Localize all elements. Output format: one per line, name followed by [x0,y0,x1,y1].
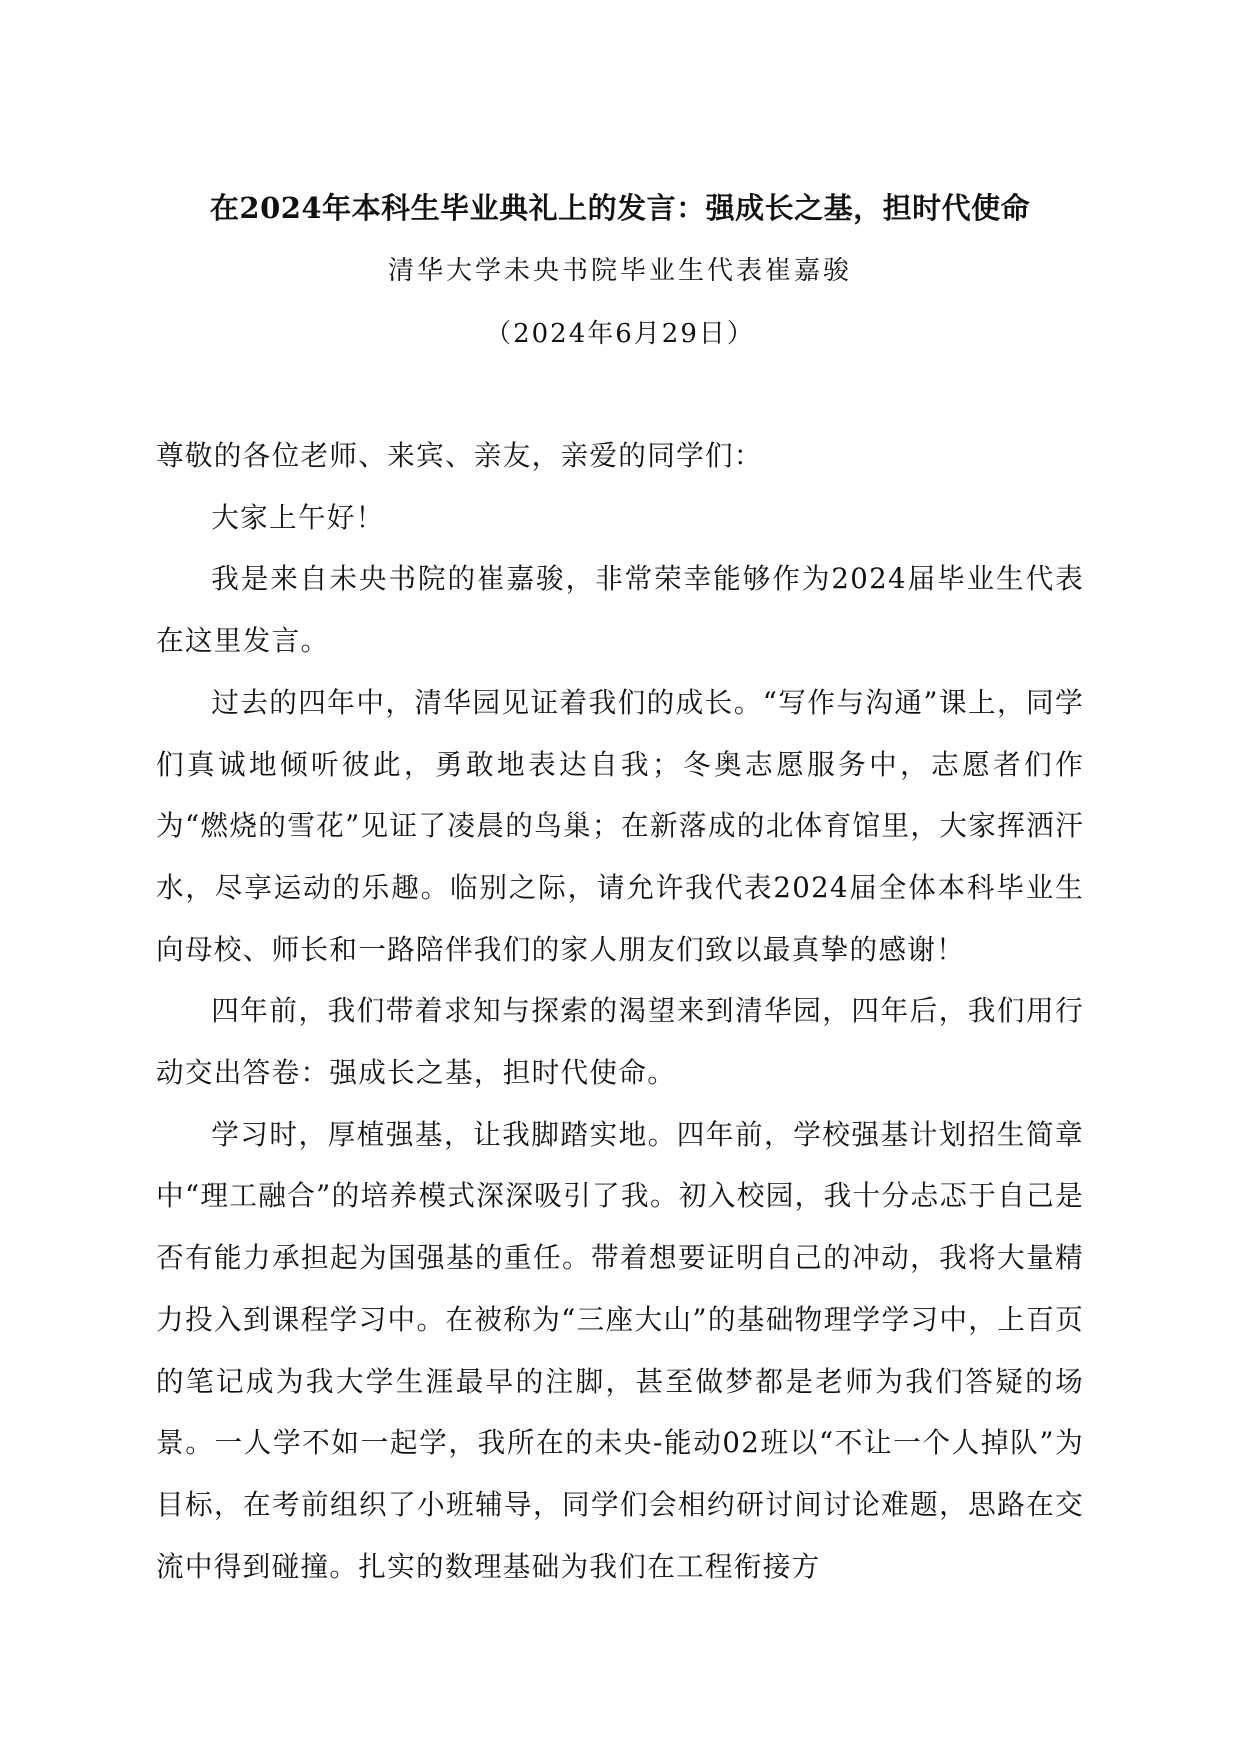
speaker-line: 清华大学未央书院毕业生代表崔嘉骏 [387,256,852,286]
document-title: 在2024年本科生毕业典礼上的发言：强成长之基，担时代使命 [209,191,1031,225]
paragraph-gratitude: 过去的四年中，清华园见证着我们的成长。“写作与沟通”课上，同学们真诚地倾听彼此，勇敢地表达自我；冬奥志愿服务中，志愿者们作为“燃烧的雪花”见证了凌晨的鸟巢；在新落成的北体育馆里，大家挥洒汗水，尽享运动的乐趣。临别之际，请允许我代表2024届全体本科毕业生向母校、师长和一路陪伴我们的家人朋友们致以最真挚的感谢！ [156,685,1084,966]
speech-body [156,425,1084,1597]
paragraph-greeting: 大家上午好！ [211,500,385,534]
paragraph-theme: 四年前，我们带着求知与探索的渴望来到清华园，四年后，我们用行动交出答卷：强成长之基，担时代使命。 [156,994,1084,1090]
salutation: 尊敬的各位老师、来宾、亲友，亲爱的同学们： [156,439,763,472]
paragraph-study: 学习时，厚植强基，让我脚踏实地。四年前，学校强基计划招生简章中“理工融合”的培养模式深深吸引了我。初入校园，我十分忐忑于自己是否有能力承担起为国强基的重任。带着想要证明自己的冲动，我将大量精力投入到课程学习中。在被称为“三座大山”的基础物理学学习中，上百页的笔记成为我大学生涯最早的注脚，甚至做梦都是老师为我们答疑的场景。一人学不如一起学，我所在的未央-能动02班以“不让一个人掉队”为目标，在考前组织了小班辅导，同学们会相约研讨间讨论难题，思路在交流中得到碰撞。扎实的数理基础为我们在工程衔接方 [156,1117,1084,1583]
paragraph-introduction: 我是来自未央书院的崔嘉骏，非常荣幸能够作为2024届毕业生代表在这里发言。 [156,562,1084,658]
speech-date: （2024年6月29日） [485,319,755,349]
